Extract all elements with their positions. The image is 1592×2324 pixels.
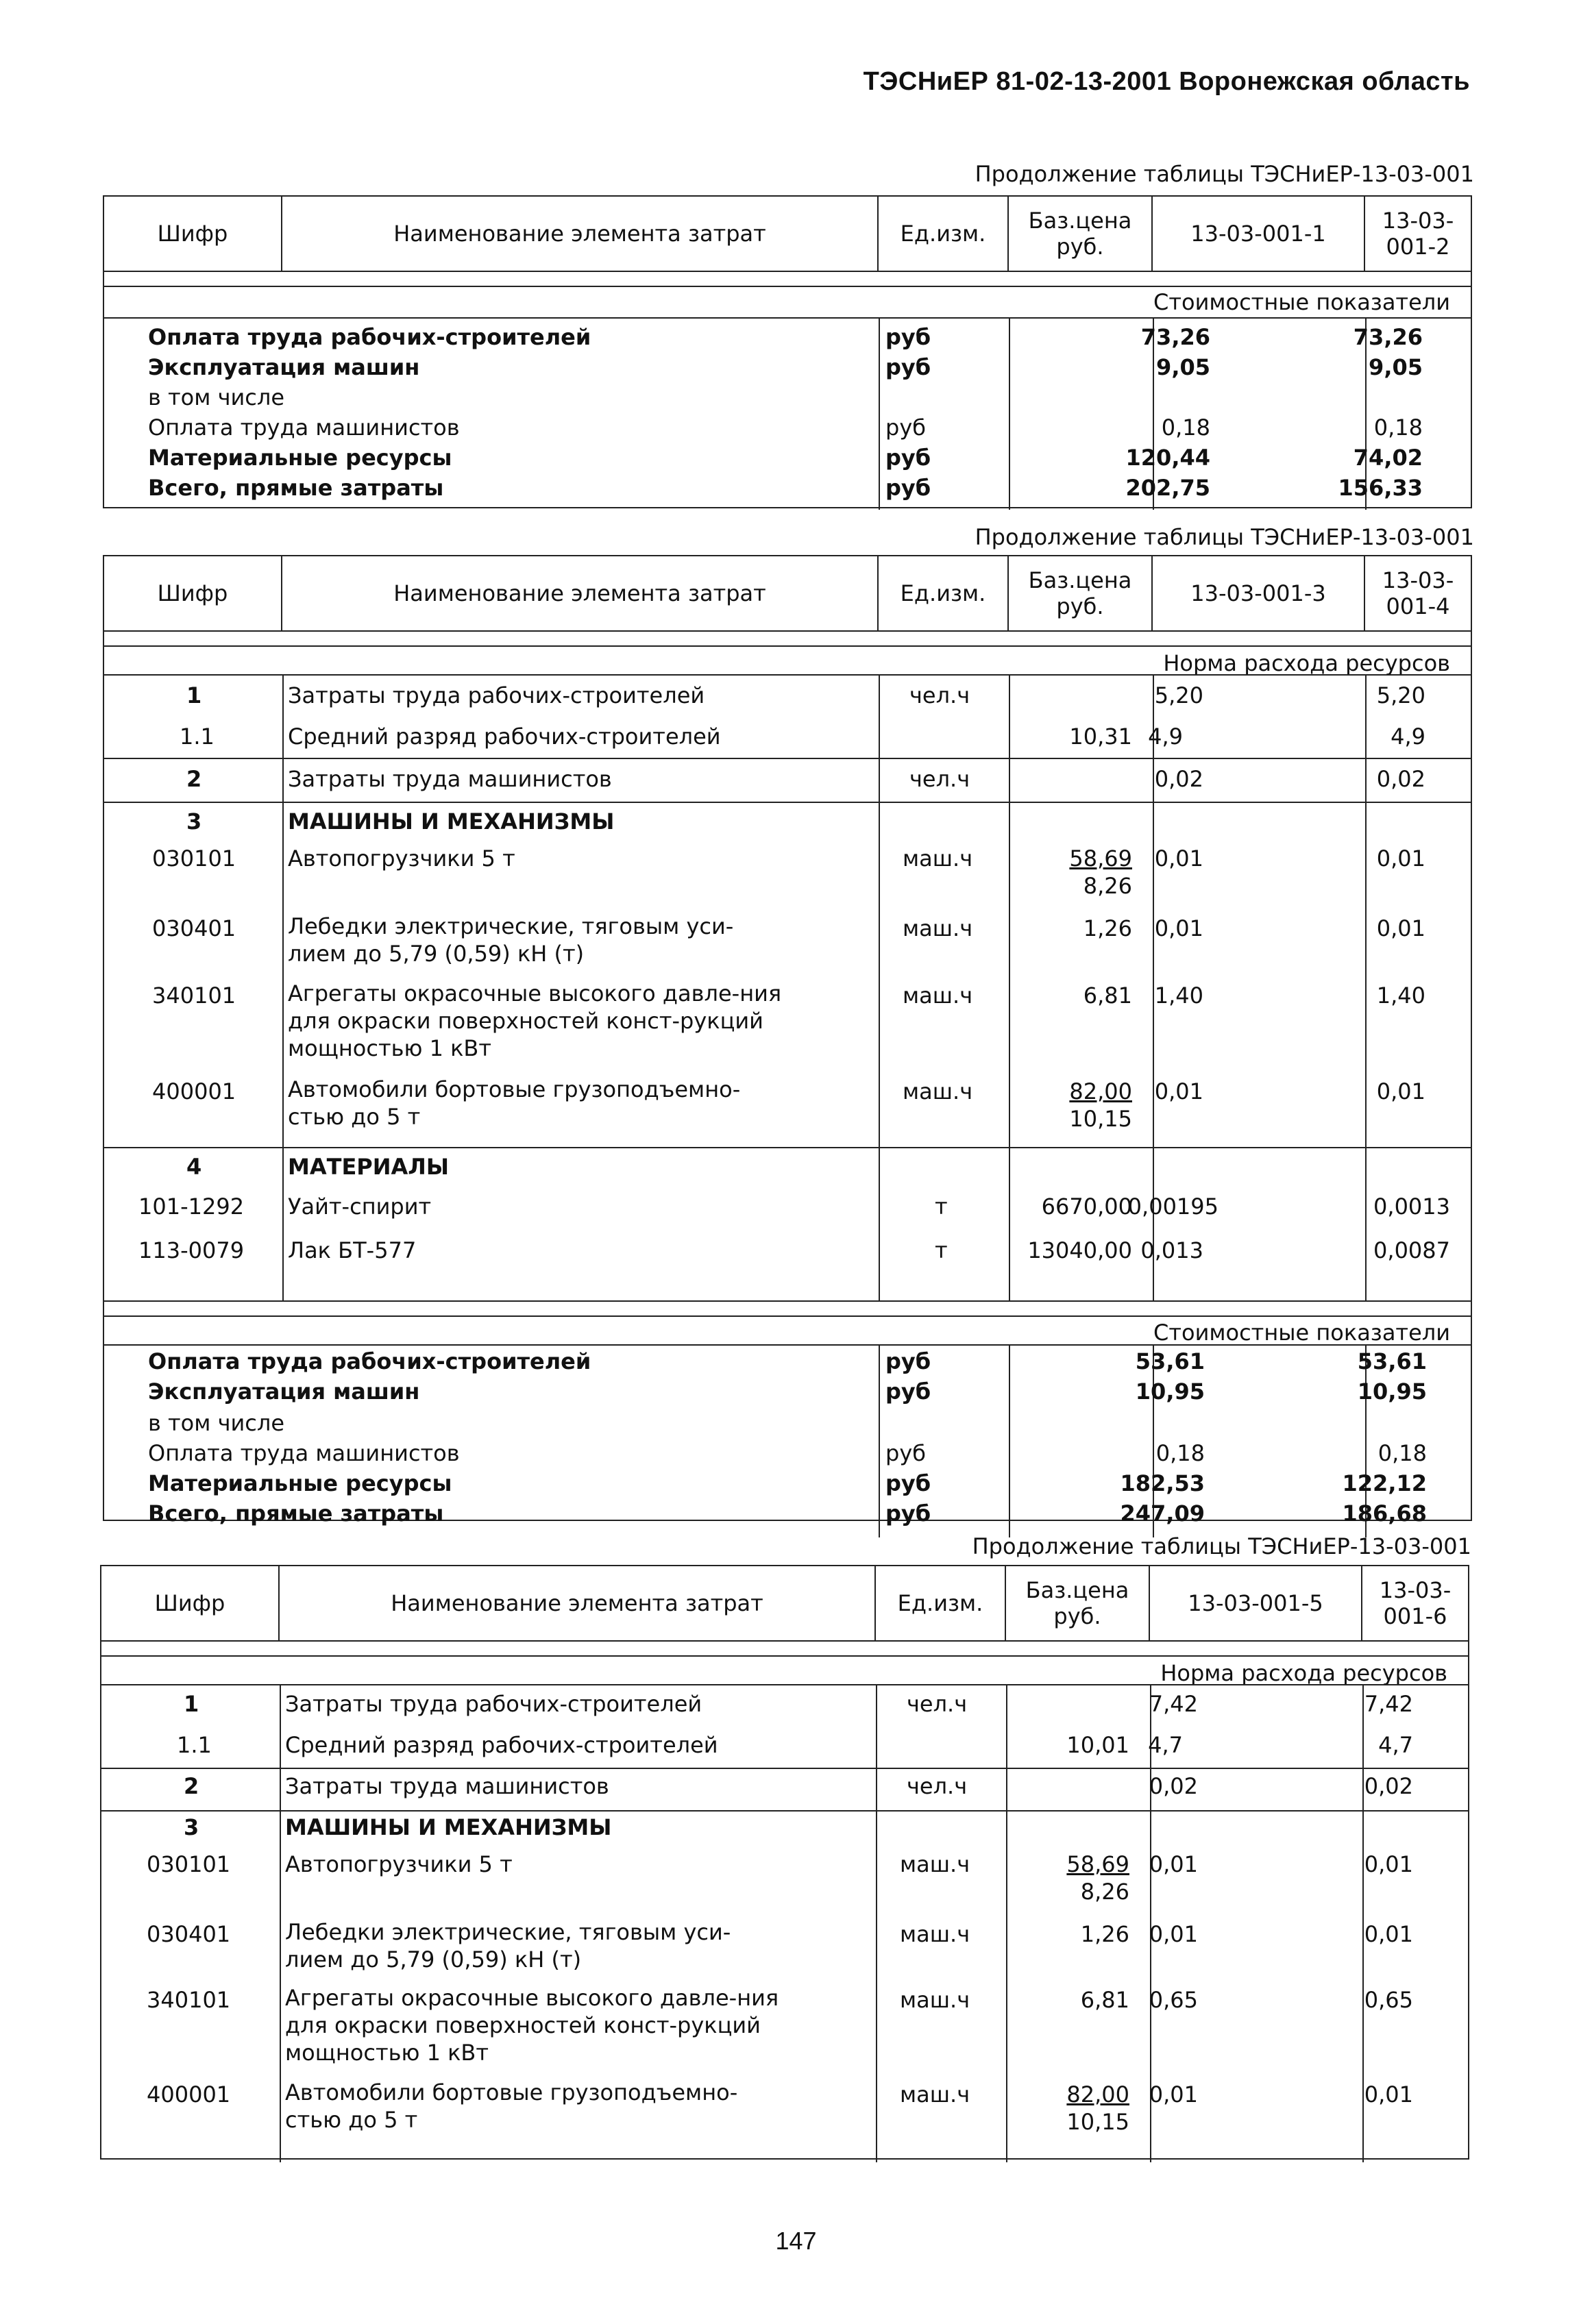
value-a: 73,26 — [1140, 324, 1210, 350]
row-price: 6,81 — [1083, 982, 1132, 1009]
table-row — [104, 982, 1471, 1078]
value-b: 5,20 — [1376, 682, 1425, 708]
value-b: 0,01 — [1364, 2081, 1413, 2107]
row-code: 400001 — [147, 2081, 231, 2107]
section-norm: Норма расхода ресурсов — [104, 645, 1471, 674]
row-code: 030401 — [147, 1921, 231, 1947]
row-name: Автопогрузчики 5 т — [288, 845, 515, 872]
row-unit: т — [935, 1237, 948, 1263]
row-unit: маш.ч — [900, 1851, 970, 1877]
row-name: МАШИНЫ И МЕХАНИЗМЫ — [285, 1814, 612, 1840]
col-code-a: 13-03-001-5 — [1150, 1566, 1362, 1640]
section-cost: Стоимостные показатели — [104, 1315, 1471, 1344]
table-row — [104, 1409, 1471, 1440]
col-code-b: 13-03-001-4 — [1382, 567, 1454, 619]
table-row — [104, 844, 1471, 915]
col-cipher: Шифр — [104, 197, 282, 271]
table-row — [104, 382, 1471, 413]
row-price: 58,69 — [1066, 1851, 1129, 1877]
row-label: Оплата труда машинистов — [148, 1440, 460, 1466]
value-a: 7,42 — [1149, 1691, 1198, 1717]
table-row — [104, 1233, 1471, 1277]
row-code: 1.1 — [180, 724, 215, 750]
row-price: 6,81 — [1080, 1987, 1129, 2013]
value-b: 7,42 — [1364, 1691, 1413, 1717]
col-code-a: 13-03-001-3 — [1153, 556, 1365, 630]
col-name: Наименование элемента затрат — [280, 1566, 876, 1640]
value-a: 0,65 — [1149, 1987, 1198, 2013]
row-code: 101-1292 — [138, 1194, 245, 1220]
value-a: 4,9 — [1148, 724, 1183, 750]
row-unit: маш.ч — [903, 982, 973, 1009]
col-unit: Ед.изм. — [879, 556, 1009, 630]
row-unit: руб — [885, 415, 926, 441]
row-name: МАТЕРИАЛЫ — [288, 1154, 450, 1180]
row-code: 400001 — [152, 1078, 236, 1104]
row-code: 4 — [186, 1154, 202, 1180]
col-price: Баз.цена руб. — [1006, 1566, 1150, 1640]
row-label: Материальные ресурсы — [148, 1470, 452, 1496]
table-row — [104, 445, 1471, 476]
row-name: МАШИНЫ И МЕХАНИЗМЫ — [288, 808, 615, 835]
row-unit: руб — [885, 1470, 931, 1496]
col-unit: Ед.изм. — [876, 1566, 1006, 1640]
row-label: Всего, прямые затраты — [148, 475, 444, 501]
continuation-caption: Продолжение таблицы ТЭСНиЕР-13-03-001 — [972, 1533, 1471, 1559]
row-price: 13040,00 — [1027, 1237, 1132, 1263]
row-code: 3 — [184, 1814, 199, 1840]
row-name: Затраты труда машинистов — [285, 1773, 609, 1799]
table-row — [104, 1189, 1471, 1233]
value-a: 0,01 — [1154, 915, 1203, 941]
row-unit: руб — [885, 354, 931, 380]
value-a: 182,53 — [1120, 1470, 1205, 1496]
row-unit: маш.ч — [900, 1987, 970, 2013]
row-code: 1.1 — [177, 1732, 212, 1758]
continuation-caption: Продолжение таблицы ТЭСНиЕР-13-03-001 — [975, 524, 1474, 550]
table-row — [101, 2079, 1468, 2151]
row-price: 1,26 — [1083, 915, 1132, 941]
row-label: Эксплуатация машин — [148, 1379, 420, 1405]
value-a: 120,44 — [1125, 445, 1210, 471]
row-unit: руб — [885, 1440, 926, 1466]
col-code-b: 13-03-001-2 — [1382, 208, 1454, 260]
row-unit: руб — [885, 1500, 931, 1526]
row-code: 1 — [184, 1691, 199, 1717]
value-b: 4,9 — [1391, 724, 1425, 750]
table-row — [101, 1768, 1468, 1810]
row-label: в том числе — [148, 384, 284, 410]
row-code: 3 — [186, 808, 202, 835]
row-code: 340101 — [147, 1987, 231, 2013]
value-a: 0,00195 — [1127, 1194, 1219, 1220]
value-a: 9,05 — [1156, 354, 1210, 380]
page-number: 147 — [775, 2227, 817, 2255]
row-unit: маш.ч — [900, 1921, 970, 1947]
table-row — [104, 476, 1471, 508]
col-code-b: 13-03-001-6 — [1379, 1577, 1452, 1629]
table-row — [101, 1727, 1468, 1768]
col-unit: Ед.изм. — [879, 197, 1009, 271]
value-a: 0,01 — [1154, 845, 1203, 872]
resource-rows — [104, 674, 1471, 1300]
value-b: 156,33 — [1338, 475, 1423, 501]
table-header — [104, 556, 1471, 632]
table-row — [104, 676, 1471, 717]
table-3 — [100, 1565, 1469, 2160]
value-a: 0,01 — [1149, 1851, 1198, 1877]
row-name: Лебедки электрические, тяговым уси-лием до 5,79 (0,59) кН (т) — [285, 1919, 731, 1973]
row-label: Оплата труда рабочих-строителей — [148, 324, 591, 350]
table-row — [104, 319, 1471, 350]
col-name: Наименование элемента затрат — [282, 556, 879, 630]
row-price-2: 8,26 — [1083, 873, 1132, 899]
cost-rows — [104, 317, 1471, 510]
value-b: 0,01 — [1376, 1078, 1425, 1104]
row-label: Оплата труда машинистов — [148, 415, 460, 441]
value-b: 1,40 — [1376, 982, 1425, 1009]
table-2 — [103, 555, 1472, 1526]
row-price: 10,01 — [1066, 1732, 1129, 1758]
row-unit: руб — [885, 445, 931, 471]
row-name: Средний разряд рабочих-строителей — [285, 1732, 718, 1758]
row-label: в том числе — [148, 1410, 284, 1436]
value-a: 0,01 — [1149, 2081, 1198, 2107]
row-label: Материальные ресурсы — [148, 445, 452, 471]
col-cipher: Шифр — [104, 556, 282, 630]
value-a: 247,09 — [1120, 1500, 1205, 1526]
value-b: 0,01 — [1364, 1851, 1413, 1877]
row-unit: маш.ч — [900, 2081, 970, 2107]
table-row — [104, 1346, 1471, 1377]
row-name: Затраты труда рабочих-строителей — [285, 1691, 702, 1717]
table-row — [104, 915, 1471, 982]
row-label: Эксплуатация машин — [148, 354, 420, 380]
table-header — [104, 197, 1471, 272]
value-b: 0,01 — [1376, 915, 1425, 941]
row-price: 58,69 — [1069, 845, 1132, 872]
row-unit: чел.ч — [907, 1691, 968, 1717]
value-a: 53,61 — [1135, 1348, 1205, 1374]
table-header — [101, 1566, 1468, 1642]
value-a: 0,02 — [1149, 1773, 1198, 1799]
row-name: Лебедки электрические, тяговым уси-лием до 5,79 (0,59) кН (т) — [288, 913, 734, 967]
value-b: 0,02 — [1376, 766, 1425, 792]
table-row — [104, 802, 1471, 844]
row-code: 2 — [184, 1773, 199, 1799]
row-unit: руб — [885, 475, 931, 501]
value-b: 186,68 — [1342, 1500, 1427, 1526]
resource-rows — [101, 1684, 1468, 2162]
row-unit: маш.ч — [903, 915, 973, 941]
document-header: ТЭСНиЕР 81-02-13-2001 Воронежская область — [863, 67, 1470, 96]
row-price: 1,26 — [1080, 1921, 1129, 1947]
row-name: Автомобили бортовые грузоподъемно-стью до 5 т — [288, 1076, 741, 1130]
table-row — [104, 350, 1471, 382]
row-price: 82,00 — [1069, 1078, 1132, 1104]
value-a: 0,18 — [1155, 1440, 1205, 1466]
table-row — [104, 1377, 1471, 1409]
value-b: 74,02 — [1353, 445, 1423, 471]
table-row — [101, 1919, 1468, 1990]
row-price-2: 10,15 — [1066, 2109, 1129, 2135]
section-norm: Норма расхода ресурсов — [101, 1655, 1468, 1684]
row-code: 340101 — [152, 982, 236, 1009]
row-code: 1 — [186, 682, 202, 708]
value-a: 202,75 — [1125, 475, 1210, 501]
row-code: 2 — [186, 766, 202, 792]
table-row — [101, 1985, 1468, 2086]
value-a: 0,01 — [1149, 1921, 1198, 1947]
value-b: 0,02 — [1364, 1773, 1413, 1799]
row-name: Затраты труда машинистов — [288, 766, 612, 792]
col-price: Баз.цена руб. — [1009, 197, 1153, 271]
value-a: 0,01 — [1154, 1078, 1203, 1104]
row-label: Оплата труда рабочих-строителей — [148, 1348, 591, 1374]
row-price: 6670,00 — [1041, 1194, 1132, 1220]
row-name: Агрегаты окрасочные высокого давле-ния для окраски поверхностей конст-рукций мощностью 1 кВт — [288, 980, 782, 1061]
table-row — [104, 413, 1471, 445]
table-row — [104, 758, 1471, 802]
row-unit: руб — [885, 1379, 931, 1405]
table-row — [104, 1500, 1471, 1535]
row-name: Средний разряд рабочих-строителей — [288, 724, 721, 750]
row-unit: маш.ч — [903, 1078, 973, 1104]
value-a: 0,18 — [1161, 415, 1210, 441]
value-b: 0,01 — [1376, 845, 1425, 872]
row-name: Затраты труда рабочих-строителей — [288, 682, 705, 708]
table-row — [101, 1853, 1468, 1924]
row-name: Автомобили бортовые грузоподъемно-стью до 5 т — [285, 2079, 738, 2133]
table-row — [104, 1472, 1471, 1503]
row-price: 10,31 — [1069, 724, 1132, 750]
table-row — [104, 1078, 1471, 1147]
table-1 — [103, 195, 1472, 508]
value-a: 4,7 — [1148, 1732, 1183, 1758]
value-b: 0,01 — [1364, 1921, 1413, 1947]
row-unit: маш.ч — [903, 845, 973, 872]
value-b: 10,95 — [1357, 1379, 1427, 1405]
value-a: 1,40 — [1154, 982, 1203, 1009]
row-name: Уайт-спирит — [288, 1194, 432, 1220]
row-code: 030101 — [147, 1851, 231, 1877]
col-price: Баз.цена руб. — [1009, 556, 1153, 630]
row-unit: чел.ч — [909, 682, 970, 708]
value-a: 0,02 — [1154, 766, 1203, 792]
row-code: 030401 — [152, 915, 236, 941]
table-row — [104, 1440, 1471, 1472]
section-cost: Стоимостные показатели — [104, 286, 1471, 317]
row-unit: руб — [885, 324, 931, 350]
row-unit: чел.ч — [907, 1773, 968, 1799]
table-row — [104, 717, 1471, 758]
row-unit: руб — [885, 1348, 931, 1374]
value-b: 0,0013 — [1373, 1194, 1450, 1220]
value-b: 9,05 — [1369, 354, 1423, 380]
table-row — [104, 1147, 1471, 1189]
value-b: 122,12 — [1342, 1470, 1427, 1496]
table-row — [101, 1810, 1468, 1853]
value-a: 10,95 — [1135, 1379, 1205, 1405]
value-b: 73,26 — [1353, 324, 1423, 350]
row-name: Лак БТ-577 — [288, 1237, 417, 1263]
table-row — [101, 1685, 1468, 1727]
value-b: 0,0087 — [1373, 1237, 1450, 1263]
row-price: 82,00 — [1066, 2081, 1129, 2107]
row-code: 030101 — [152, 845, 236, 872]
value-b: 0,65 — [1364, 1987, 1413, 2013]
value-b: 53,61 — [1357, 1348, 1427, 1374]
col-cipher: Шифр — [101, 1566, 280, 1640]
row-label: Всего, прямые затраты — [148, 1500, 444, 1526]
row-price-2: 10,15 — [1069, 1106, 1132, 1132]
cost-rows — [104, 1344, 1471, 1537]
value-b: 0,18 — [1373, 415, 1423, 441]
col-code-a: 13-03-001-1 — [1153, 197, 1365, 271]
value-a: 5,20 — [1154, 682, 1203, 708]
row-name: Автопогрузчики 5 т — [285, 1851, 513, 1877]
value-b: 4,7 — [1378, 1732, 1413, 1758]
row-name: Агрегаты окрасочные высокого давле-ния для окраски поверхностей конст-рукций мощностью 1 кВт — [285, 1985, 779, 2066]
row-unit: чел.ч — [909, 766, 970, 792]
continuation-caption: Продолжение таблицы ТЭСНиЕР-13-03-001 — [975, 161, 1474, 187]
row-code: 113-0079 — [138, 1237, 245, 1263]
row-unit: т — [935, 1194, 948, 1220]
value-b: 0,18 — [1377, 1440, 1427, 1466]
value-a: 0,013 — [1140, 1237, 1203, 1263]
row-price-2: 8,26 — [1080, 1879, 1129, 1905]
col-name: Наименование элемента затрат — [282, 197, 879, 271]
